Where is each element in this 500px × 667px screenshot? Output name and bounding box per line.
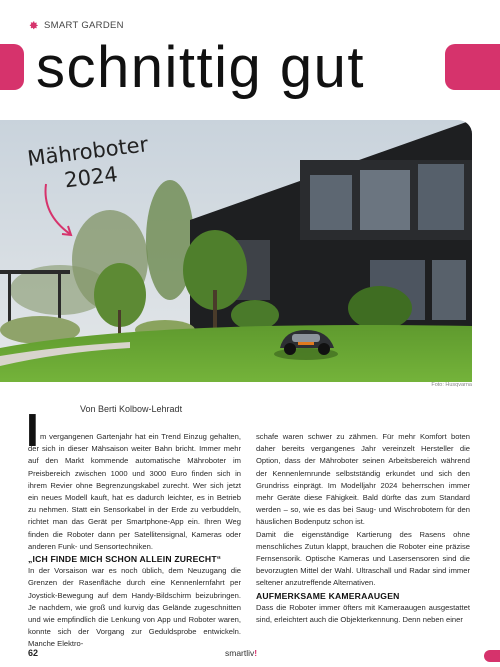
byline: Von Berti Kolbow-Lehradt [80,404,183,414]
article-column-left [28,431,241,651]
paragraph-4: Damit die eigenständige Kartierung des Rasens ohne menschliches Zutun klappt, brauchen die Roboter eine präzise Fernsensorik. Optische Kameras und Lasersensoren sind die bevorzugten Mittel der Wahl. Ultraschall und Radar sind immer seltener anzutreffende Alternativen. [256,529,470,588]
intro-paragraph: m vergangenen Gartenjahr hat ein Trend Einzug gehalten, der sich in dieser Mähsaison weiter Bahn bricht. Immer mehr auf den Markt kommende automatische Mähroboter im Preisbereich zwischen 1000 und 3000 Euro finden sich in ihrem Revier ohne Begrenzungskabel zurecht. Wer sich jetzt ein neues Modell kauft, hat es dadurch leichter, es in Betrieb zu nehmen. Statt ein Sensorkabel in der Erde zu verbuddeln, richtet man das Gerät per Smartphone-App ein. Ihren Weg finden die Roboter dann per Satellitensignal, Kameras oder anderen Funk- und Sensortechniken. [28,432,241,551]
section-label: SMART GARDEN [44,20,124,31]
paragraph-5: Dass die Roboter immer öfters mit Kameraaugen ausgestattet sind, erleichtert auch die Objekterkennung. Denn neben einer [256,602,470,625]
gear-icon [28,20,39,31]
drop-cap: I [26,404,39,456]
brand-dot: ! [254,648,258,658]
brand-logo [225,648,257,658]
page-footer [0,642,500,662]
subheading-1: „ICH FINDE MICH SCHON ALLEIN ZURECHT“ [28,554,222,565]
accent-bar-right [445,44,500,90]
footer-accent [484,650,500,662]
page-title: schnittig gut [36,35,366,100]
article-column-right [256,431,470,626]
overlay-line-1: Mähroboter [26,132,150,171]
paragraph-2: In der Vorsaison war es noch üblich, dem Neuzugang die Grenzen der Rasenfläche durch eine Kennenlernfahrt per Joystick-Bewegung auf dem Handy-Bildschirm beizubringen. Je nachdem, wie groß und kurvig das Gelände zugeschnitten und wie empfindlich die Lenkung von App und Roboter waren, konnte sich der Vorgang zur Geduldsprobe entwickeln. Manche Elektro- [28,566,241,649]
subheading-2: AUFMERKSAME KAMERAAUGEN [256,590,400,601]
accent-bar-left [0,44,24,90]
brand-name: smartliv [225,648,255,658]
section-tag [28,20,124,31]
overlay-line-2: 2024 [63,162,120,193]
arrow-icon [40,182,80,242]
paragraph-3: schafe waren schwer zu zähmen. Für mehr Komfort boten daher bereits vergangenes Jahr vereinzelt Hersteller die Option, dass der Mähroboter seinen Arbeitsbereich während der Kennenlernrunde selbstständig erkundet und sich den Grundriss einprägt. Im Modelljahr 2024 beherrschen immer mehr Geräte diese Fähigkeit. Bald dürfte das zum Standard werden – so, wie es das bei Saug- und Wischrobotern für den häuslichen Bodenputz schon ist. [256,432,470,527]
photo-credit: Foto: Husqvarna [431,382,472,388]
page-number: 62 [28,648,39,658]
